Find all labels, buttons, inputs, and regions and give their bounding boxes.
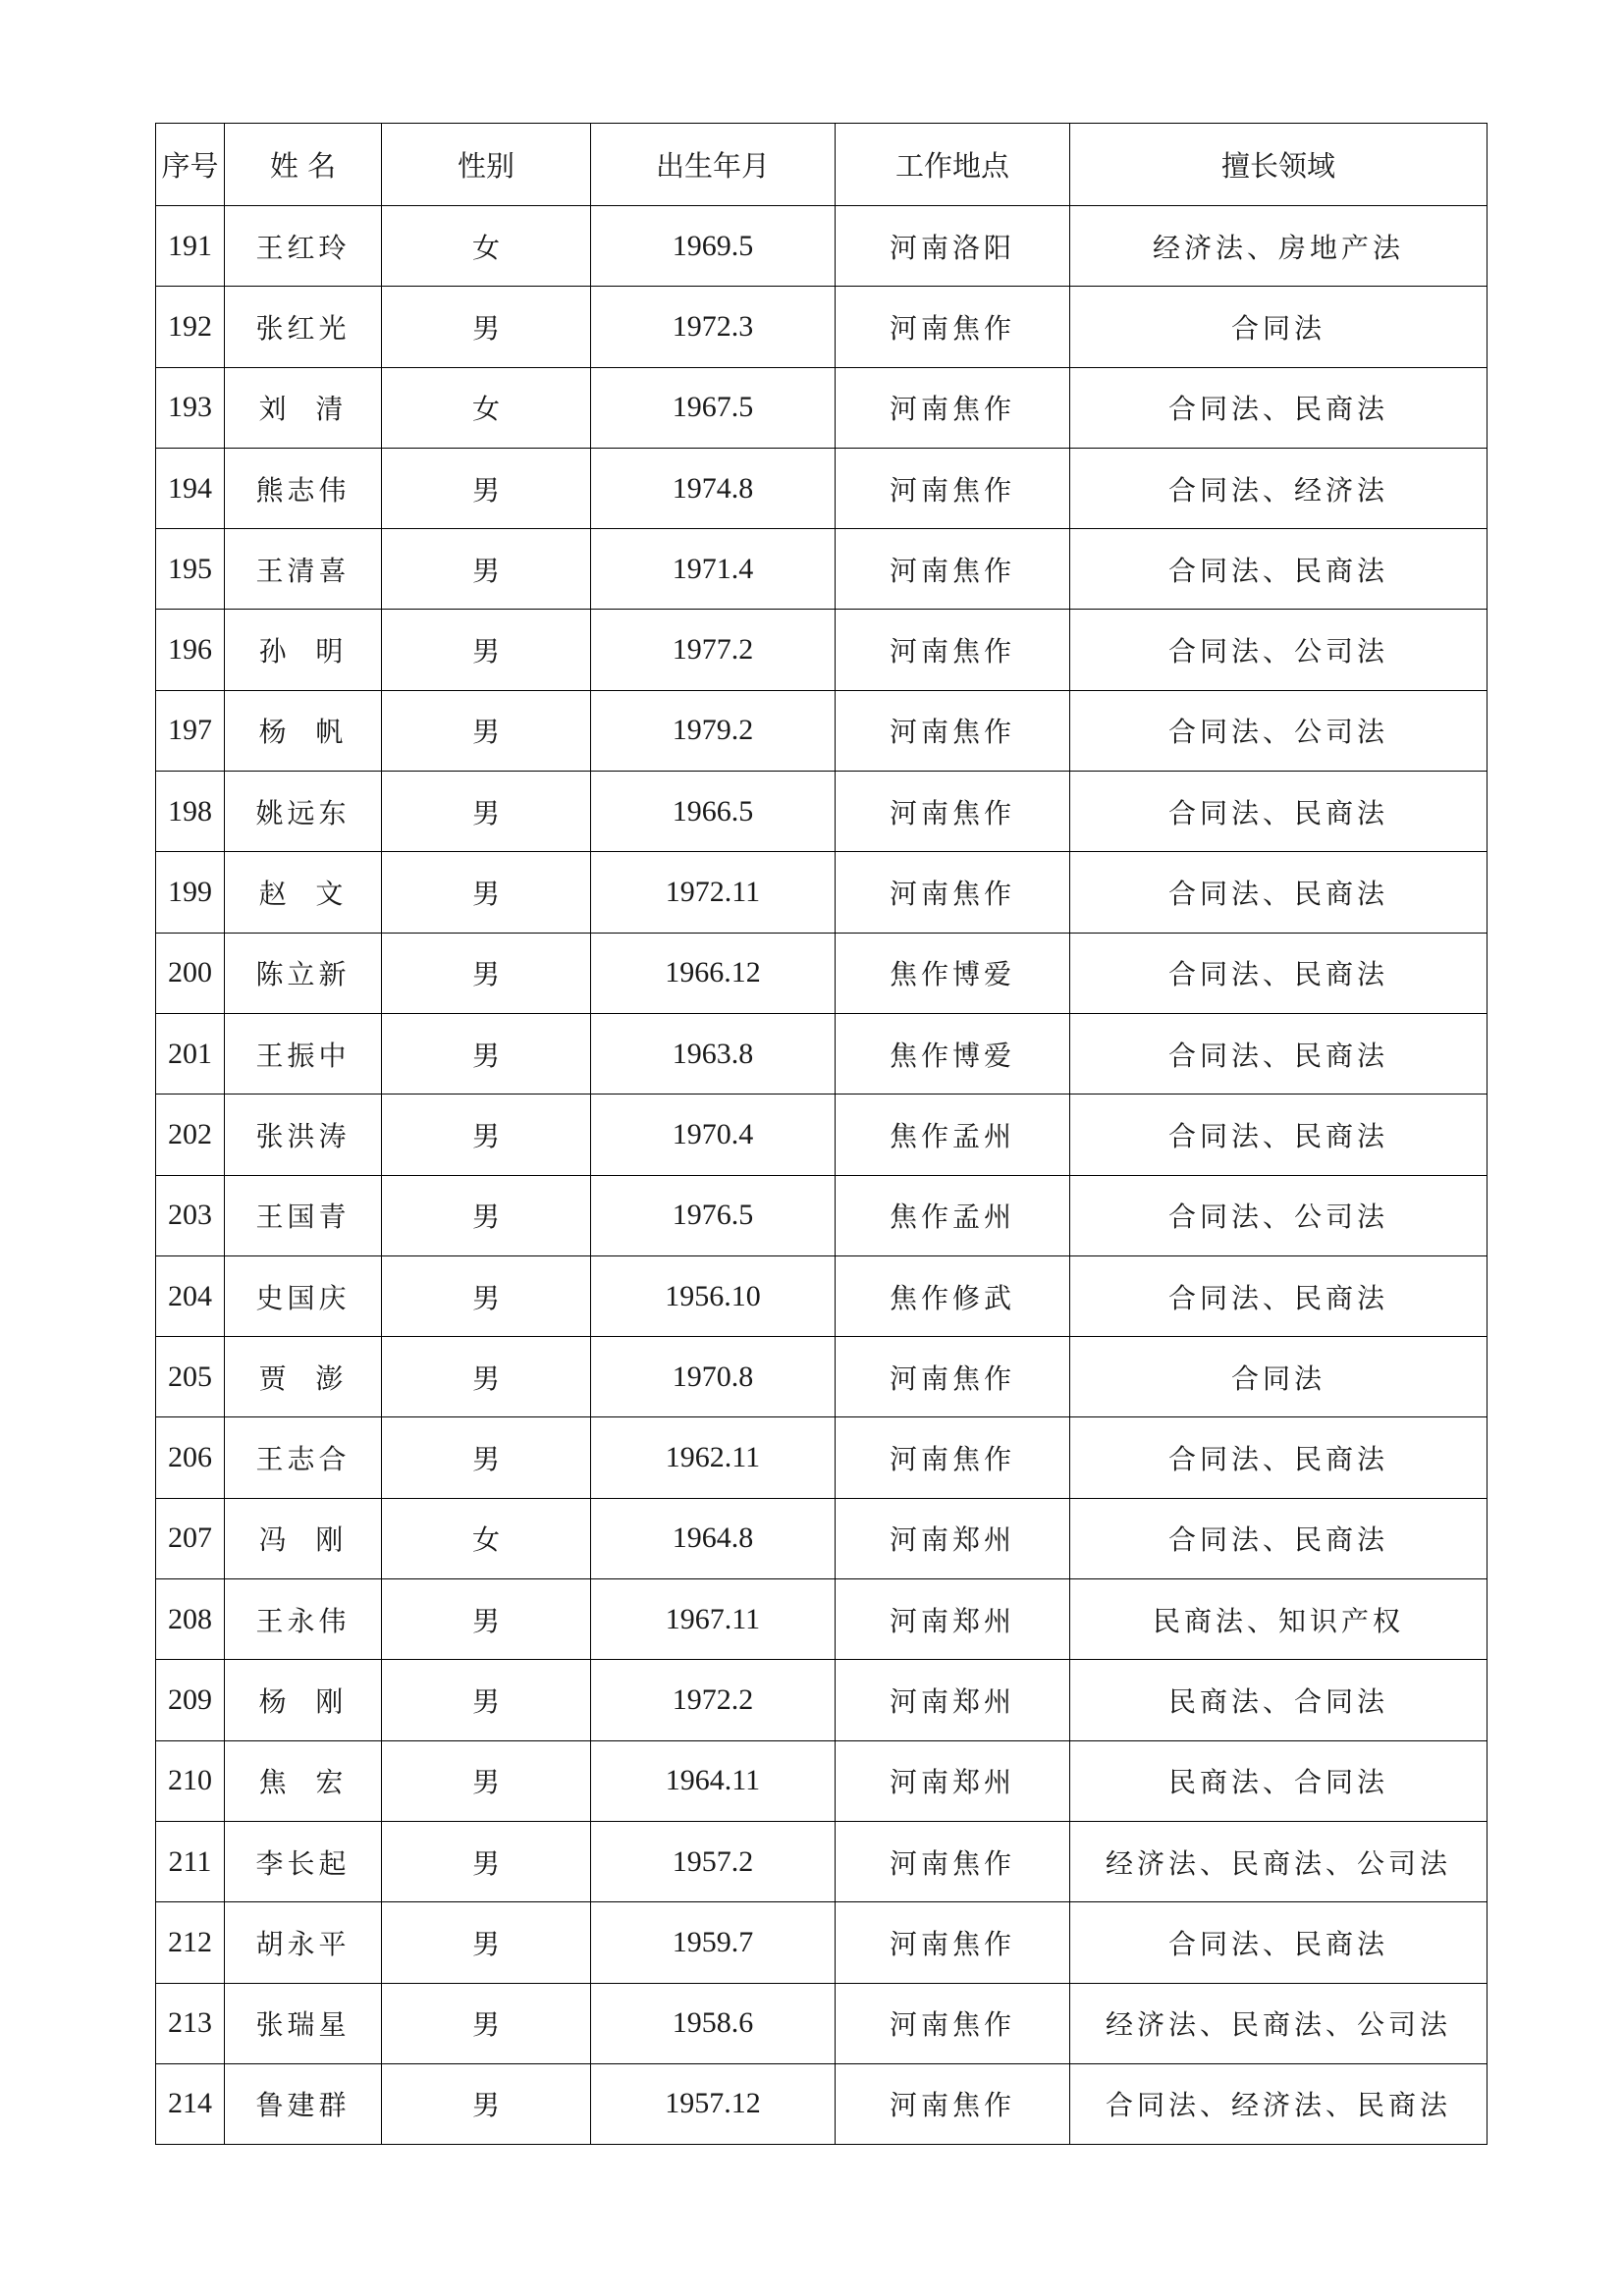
cell-name: 王清喜 [225,529,382,610]
cell-birth-date: 1964.11 [591,1740,836,1821]
cell-birth-date: 1967.11 [591,1579,836,1660]
cell-name: 鲁建群 [225,2063,382,2144]
cell-serial-number: 191 [156,206,225,287]
cell-work-location: 河南郑州 [836,1579,1070,1660]
cell-gender: 男 [382,1983,591,2063]
cell-specialty: 合同法、民商法 [1070,1255,1488,1336]
cell-specialty: 经济法、民商法、公司法 [1070,1983,1488,2063]
cell-serial-number: 193 [156,367,225,448]
cell-serial-number: 204 [156,1255,225,1336]
cell-work-location: 焦作孟州 [836,1095,1070,1175]
cell-name: 杨 刚 [225,1660,382,1740]
cell-serial-number: 198 [156,772,225,852]
cell-birth-date: 1958.6 [591,1983,836,2063]
table-row [156,772,1488,852]
cell-serial-number: 197 [156,690,225,771]
cell-name: 杨 帆 [225,690,382,771]
cell-work-location: 河南焦作 [836,690,1070,771]
cell-specialty: 合同法 [1070,1337,1488,1417]
table-row [156,1740,1488,1821]
cell-serial-number: 214 [156,2063,225,2144]
cell-work-location: 河南郑州 [836,1660,1070,1740]
cell-birth-date: 1967.5 [591,367,836,448]
cell-work-location: 河南焦作 [836,287,1070,367]
cell-birth-date: 1964.8 [591,1498,836,1578]
cell-birth-date: 1959.7 [591,1902,836,1983]
cell-work-location: 河南焦作 [836,1337,1070,1417]
table-row [156,1821,1488,1901]
cell-birth-date: 1966.12 [591,933,836,1013]
cell-specialty: 民商法、合同法 [1070,1740,1488,1821]
cell-name: 姚远东 [225,772,382,852]
table-row [156,610,1488,690]
cell-gender: 男 [382,1417,591,1498]
cell-gender: 女 [382,367,591,448]
cell-name: 贾 澎 [225,1337,382,1417]
cell-birth-date: 1957.12 [591,2063,836,2144]
cell-birth-date: 1976.5 [591,1175,836,1255]
cell-serial-number: 209 [156,1660,225,1740]
cell-specialty: 合同法、民商法 [1070,772,1488,852]
cell-specialty: 合同法、民商法 [1070,1095,1488,1175]
cell-specialty: 合同法、经济法、民商法 [1070,2063,1488,2144]
cell-specialty: 经济法、房地产法 [1070,206,1488,287]
cell-serial-number: 196 [156,610,225,690]
cell-gender: 男 [382,772,591,852]
table-row [156,690,1488,771]
cell-work-location: 河南焦作 [836,529,1070,610]
table-row [156,529,1488,610]
table-row [156,1983,1488,2063]
cell-specialty: 合同法、民商法 [1070,529,1488,610]
cell-birth-date: 1970.8 [591,1337,836,1417]
cell-serial-number: 213 [156,1983,225,2063]
cell-serial-number: 211 [156,1821,225,1901]
header-birth-date: 出生年月 [591,124,836,206]
cell-serial-number: 206 [156,1417,225,1498]
cell-name: 王红玲 [225,206,382,287]
cell-name: 孙 明 [225,610,382,690]
cell-name: 王志合 [225,1417,382,1498]
header-work-location: 工作地点 [836,124,1070,206]
cell-work-location: 河南焦作 [836,2063,1070,2144]
cell-work-location: 焦作博爱 [836,933,1070,1013]
cell-name: 王振中 [225,1013,382,1094]
cell-name: 胡永平 [225,1902,382,1983]
table-row [156,933,1488,1013]
cell-specialty: 合同法 [1070,287,1488,367]
cell-work-location: 河南洛阳 [836,206,1070,287]
table-row [156,206,1488,287]
cell-work-location: 河南焦作 [836,1417,1070,1498]
cell-gender: 男 [382,690,591,771]
cell-birth-date: 1962.11 [591,1417,836,1498]
cell-gender: 男 [382,448,591,528]
table-row [156,1013,1488,1094]
header-name: 姓 名 [225,124,382,206]
cell-serial-number: 212 [156,1902,225,1983]
cell-specialty: 民商法、知识产权 [1070,1579,1488,1660]
cell-serial-number: 205 [156,1337,225,1417]
cell-work-location: 河南郑州 [836,1740,1070,1821]
cell-gender: 女 [382,1498,591,1578]
header-specialty: 擅长领域 [1070,124,1488,206]
cell-gender: 男 [382,1337,591,1417]
cell-serial-number: 202 [156,1095,225,1175]
cell-serial-number: 203 [156,1175,225,1255]
cell-birth-date: 1963.8 [591,1013,836,1094]
cell-specialty: 合同法、民商法 [1070,1498,1488,1578]
cell-birth-date: 1957.2 [591,1821,836,1901]
table-row [156,1498,1488,1578]
cell-name: 张红光 [225,287,382,367]
cell-name: 赵 文 [225,852,382,933]
cell-serial-number: 208 [156,1579,225,1660]
cell-work-location: 河南郑州 [836,1498,1070,1578]
cell-birth-date: 1979.2 [591,690,836,771]
cell-name: 熊志伟 [225,448,382,528]
cell-specialty: 合同法、公司法 [1070,690,1488,771]
cell-birth-date: 1966.5 [591,772,836,852]
cell-name: 张洪涛 [225,1095,382,1175]
cell-serial-number: 201 [156,1013,225,1094]
table-row [156,1579,1488,1660]
table-row [156,448,1488,528]
cell-gender: 男 [382,287,591,367]
cell-serial-number: 200 [156,933,225,1013]
cell-gender: 男 [382,1579,591,1660]
cell-birth-date: 1971.4 [591,529,836,610]
cell-specialty: 合同法、民商法 [1070,852,1488,933]
table-row [156,1095,1488,1175]
cell-birth-date: 1977.2 [591,610,836,690]
cell-name: 陈立新 [225,933,382,1013]
cell-birth-date: 1956.10 [591,1255,836,1336]
cell-gender: 男 [382,933,591,1013]
table-row [156,1337,1488,1417]
cell-name: 史国庆 [225,1255,382,1336]
table-row [156,1902,1488,1983]
cell-birth-date: 1970.4 [591,1095,836,1175]
cell-serial-number: 192 [156,287,225,367]
cell-specialty: 合同法、经济法 [1070,448,1488,528]
table-row [156,852,1488,933]
cell-gender: 男 [382,1013,591,1094]
cell-work-location: 河南焦作 [836,852,1070,933]
cell-gender: 男 [382,610,591,690]
roster-table [155,123,1488,2145]
cell-specialty: 合同法、民商法 [1070,1417,1488,1498]
cell-work-location: 焦作博爱 [836,1013,1070,1094]
header-serial-number: 序号 [156,124,225,206]
cell-name: 刘 清 [225,367,382,448]
cell-gender: 男 [382,1095,591,1175]
cell-name: 王国青 [225,1175,382,1255]
header-gender: 性别 [382,124,591,206]
table-row [156,367,1488,448]
cell-serial-number: 195 [156,529,225,610]
table-header [156,124,1488,206]
cell-gender: 男 [382,1902,591,1983]
table-body [156,206,1488,2145]
cell-specialty: 合同法、公司法 [1070,1175,1488,1255]
cell-gender: 男 [382,1740,591,1821]
cell-specialty: 经济法、民商法、公司法 [1070,1821,1488,1901]
cell-specialty: 合同法、民商法 [1070,1013,1488,1094]
cell-work-location: 焦作修武 [836,1255,1070,1336]
cell-work-location: 河南焦作 [836,772,1070,852]
cell-gender: 男 [382,1175,591,1255]
cell-name: 焦 宏 [225,1740,382,1821]
table-row [156,1255,1488,1336]
cell-name: 张瑞星 [225,1983,382,2063]
cell-specialty: 合同法、民商法 [1070,367,1488,448]
cell-work-location: 焦作孟州 [836,1175,1070,1255]
table-row [156,1660,1488,1740]
cell-gender: 男 [382,1255,591,1336]
cell-specialty: 民商法、合同法 [1070,1660,1488,1740]
cell-work-location: 河南焦作 [836,1983,1070,2063]
cell-serial-number: 194 [156,448,225,528]
cell-gender: 男 [382,529,591,610]
cell-specialty: 合同法、民商法 [1070,1902,1488,1983]
cell-name: 王永伟 [225,1579,382,1660]
cell-gender: 女 [382,206,591,287]
cell-name: 李长起 [225,1821,382,1901]
header-row [156,124,1488,206]
cell-specialty: 合同法、公司法 [1070,610,1488,690]
cell-birth-date: 1974.8 [591,448,836,528]
cell-work-location: 河南焦作 [836,448,1070,528]
cell-gender: 男 [382,1821,591,1901]
cell-work-location: 河南焦作 [836,610,1070,690]
cell-specialty: 合同法、民商法 [1070,933,1488,1013]
cell-gender: 男 [382,2063,591,2144]
cell-birth-date: 1969.5 [591,206,836,287]
cell-name: 冯 刚 [225,1498,382,1578]
cell-serial-number: 199 [156,852,225,933]
cell-gender: 男 [382,852,591,933]
cell-serial-number: 207 [156,1498,225,1578]
cell-work-location: 河南焦作 [836,1821,1070,1901]
cell-birth-date: 1972.2 [591,1660,836,1740]
cell-work-location: 河南焦作 [836,1902,1070,1983]
cell-work-location: 河南焦作 [836,367,1070,448]
table-row [156,1175,1488,1255]
cell-birth-date: 1972.3 [591,287,836,367]
cell-gender: 男 [382,1660,591,1740]
cell-birth-date: 1972.11 [591,852,836,933]
table-row [156,287,1488,367]
table-row [156,2063,1488,2144]
cell-serial-number: 210 [156,1740,225,1821]
table-row [156,1417,1488,1498]
